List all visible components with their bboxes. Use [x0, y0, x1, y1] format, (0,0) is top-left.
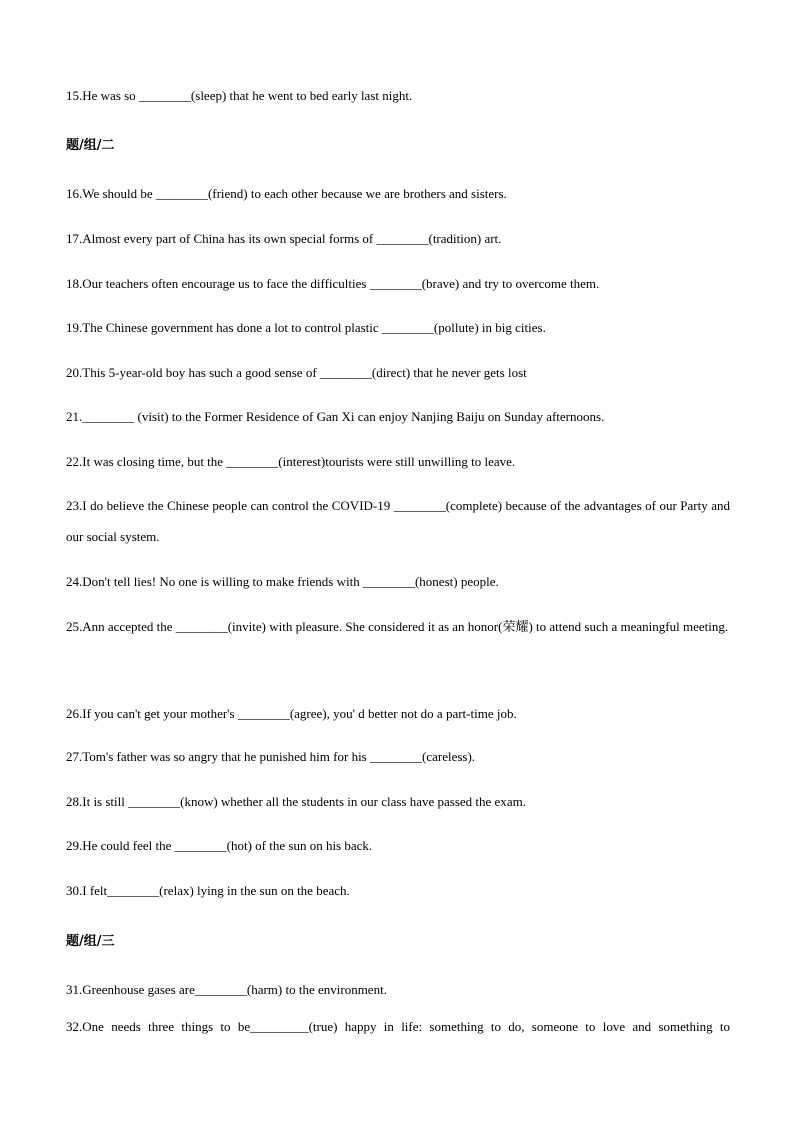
question-27: 27.Tom's father was so angry that he punished him for his ________(careless). — [66, 749, 476, 764]
group-heading-2: 题/组/二 — [66, 138, 115, 153]
question-25: 25.Ann accepted the ________(invite) with pleasure. She considered it as an honor(荣耀) to attend such a meaningful meeting. — [66, 619, 729, 634]
question-19: 19.The Chinese government has done a lot to control plastic ________(pollute) in big cities. — [66, 320, 546, 335]
question-21: 21.________ (visit) to the Former Residence of Gan Xi can enjoy Nanjing Baiju on Sunday afternoons. — [66, 409, 605, 424]
question-22: 22.It was closing time, but the ________(interest)tourists were still unwilling to leave. — [66, 454, 516, 469]
question-29: 29.He could feel the ________(hot) of the sun on his back. — [66, 838, 373, 853]
question-16: 16.We should be ________(friend) to each other because we are brothers and sisters. — [66, 186, 507, 201]
question-18: 18.Our teachers often encourage us to face the difficulties ________(brave) and try to overcome them. — [66, 276, 600, 291]
question-20: 20.This 5-year-old boy has such a good sense of ________(direct) that he never gets lost — [66, 365, 527, 380]
question-30: 30.I felt________(relax) lying in the sun on the beach. — [66, 883, 350, 898]
question-31: 31.Greenhouse gases are________(harm) to the environment. — [66, 982, 387, 997]
question-32: 32.One needs three things to be_________(true) happy in life: something to do, someone to love and something to — [66, 1019, 730, 1034]
group-heading-3: 题/组/三 — [66, 934, 115, 949]
question-28: 28.It is still ________(know) whether all the students in our class have passed the exam. — [66, 794, 526, 809]
question-15: 15.He was so ________(sleep) that he went to bed early last night. — [66, 88, 413, 103]
question-17: 17.Almost every part of China has its own special forms of ________(tradition) art. — [66, 231, 502, 246]
question-23: 23.I do believe the Chinese people can control the COVID-19 ________(complete) because of the advantages of our Party and our social system. — [66, 498, 730, 544]
question-24: 24.Don't tell lies! No one is willing to make friends with ________(honest) people. — [66, 574, 499, 589]
question-26: 26.If you can't get your mother's ________(agree), you' d better not do a part-time job. — [66, 706, 517, 721]
